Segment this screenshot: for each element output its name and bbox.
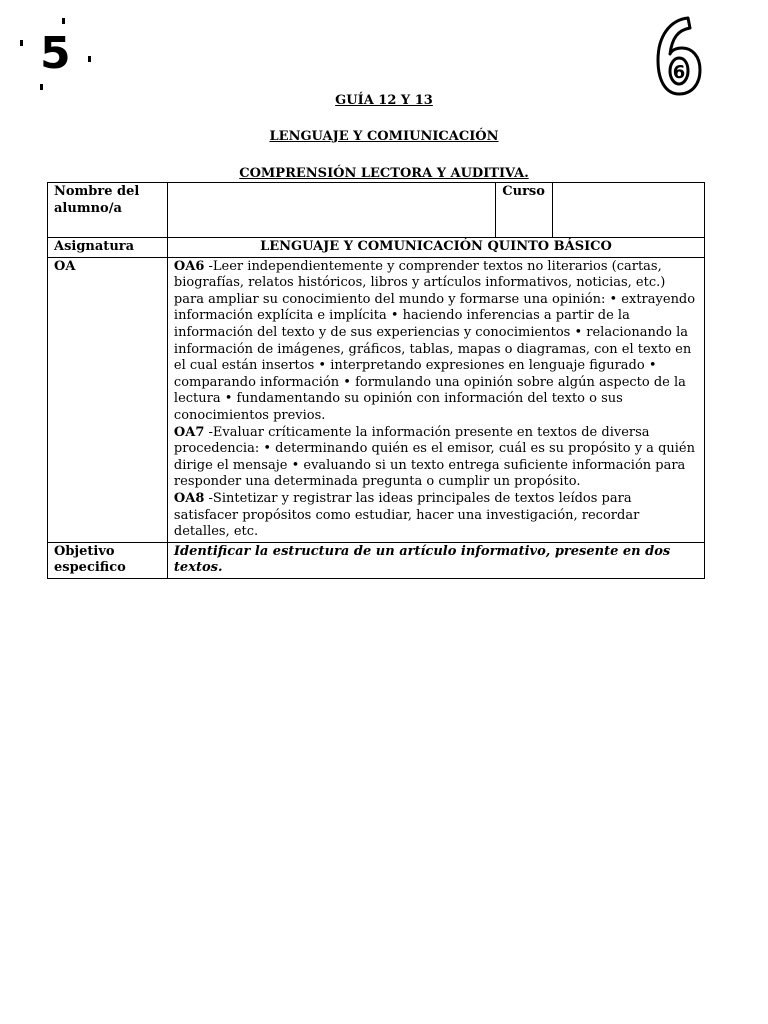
oa-item bbox=[174, 425, 698, 491]
badge-5-text: 5 bbox=[40, 28, 71, 79]
oa-item bbox=[174, 491, 698, 541]
subject-row bbox=[48, 238, 705, 258]
subject-value: LENGUAJE Y COMUNICACIÓN QUINTO BÁSICO bbox=[167, 238, 704, 258]
badge-mark bbox=[88, 56, 91, 62]
oa-label: OA bbox=[48, 257, 168, 542]
badge-6-outline-icon bbox=[652, 14, 706, 98]
guide-title: GUÍA 12 Y 13 bbox=[335, 93, 433, 108]
subject-title: LENGUAJE Y COMIUNICACIÓN bbox=[269, 129, 499, 144]
student-name-label: Nombre del alumno/a bbox=[48, 183, 168, 238]
oa-code: OA6 bbox=[173, 258, 205, 274]
oa-row bbox=[48, 257, 705, 542]
oa-content bbox=[167, 257, 704, 542]
oa-code: OA7 bbox=[173, 424, 205, 440]
student-row bbox=[48, 183, 705, 238]
objective-value: Identificar la estructura de un artículo informativo, presente en dos textos. bbox=[167, 542, 704, 578]
badge-mark bbox=[20, 40, 23, 46]
badge-6-text: 6 bbox=[672, 62, 686, 83]
info-table bbox=[47, 182, 705, 579]
oa-text: -Evaluar críticamente la información presente en textos de diversa procedencia: • determinando quién es el emisor, cuál es su propósito y a quién dirige el mensaje • evaluando si un texto entrega suficiente información para responder una determinada pregunta o cumplir un propósito. bbox=[173, 424, 695, 490]
subject-label: Asignatura bbox=[48, 238, 168, 258]
badge-number-5 bbox=[20, 18, 92, 88]
course-field[interactable] bbox=[553, 183, 705, 238]
badge-mark bbox=[40, 84, 43, 90]
oa-text: -Leer independientemente y comprender textos no literarios (cartas, biografías, relatos históricos, libros y artículos informativos, noticias, etc.) para ampliar su conocimiento del mundo y formarse una opinión: • extrayendo información explícita e implícita • haciendo inferencias a partir de la información del texto y de sus experiencias y conocimientos • relacionando la información de imágenes, gráficos, tablas, mapas o diagramas, con el texto en el cual están insertos • interpretando expresiones en lenguaje figurado • comparando información • formulando una opinión sobre algún aspecto de la lectura • fundamentando su opinión con información del texto o sus conocimientos previos. bbox=[173, 258, 696, 423]
oa-code: OA8 bbox=[173, 490, 205, 506]
objective-row bbox=[48, 542, 705, 578]
oa-text: -Sintetizar y registrar las ideas principales de textos leídos para satisfacer propósitos como estudiar, hacer una investigación, recordar detalles, etc. bbox=[173, 490, 640, 540]
badge-number-6 bbox=[652, 14, 706, 98]
course-label: Curso bbox=[496, 183, 553, 238]
oa-item bbox=[174, 259, 698, 425]
objective-label: Objetivo especifico bbox=[48, 542, 168, 578]
topic-title: COMPRENSIÓN LECTORA Y AUDITIVA. bbox=[239, 166, 529, 181]
student-name-field[interactable] bbox=[167, 183, 495, 238]
